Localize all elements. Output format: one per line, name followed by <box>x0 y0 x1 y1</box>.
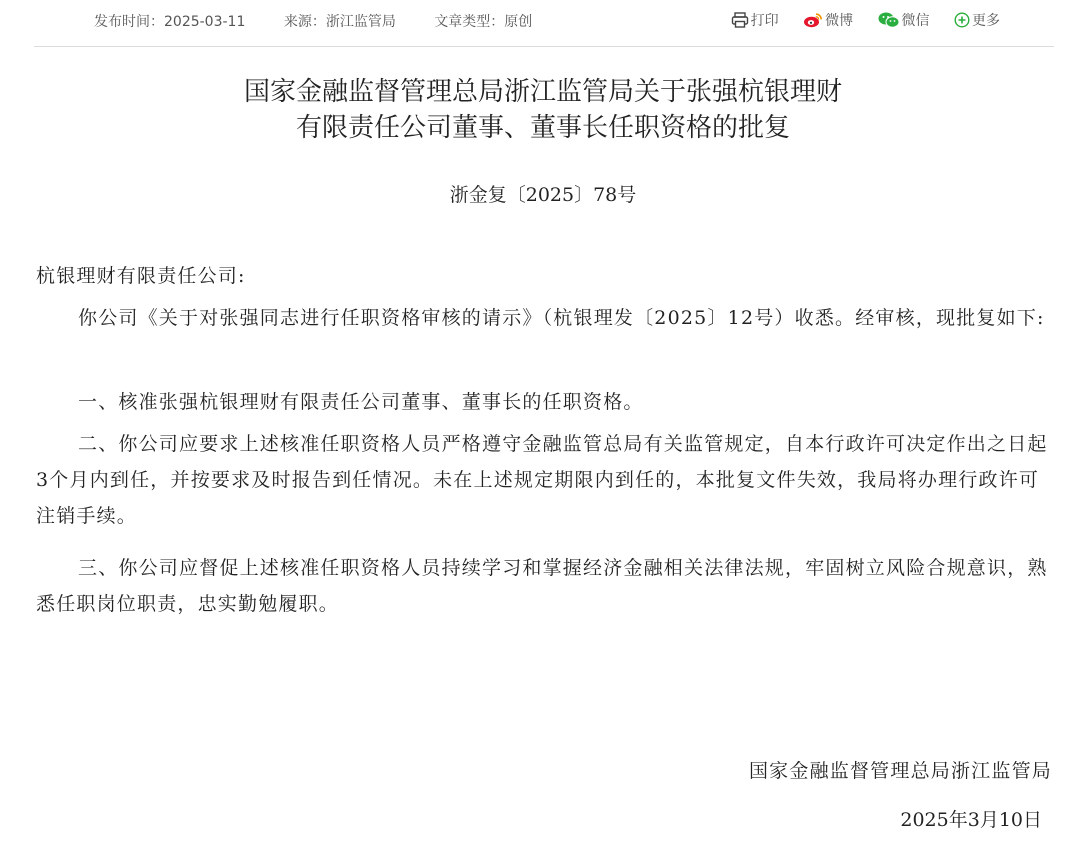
wechat-label: 微信 <box>901 13 930 29</box>
paragraph-item-3: 三、你公司应督促上述核准任职资格人员持续学习和掌握经济金融相关法律法规，牢固树立风险合规意识，熟悉任职岗位职责，忠实勤勉履职。 <box>36 557 1048 615</box>
article-meta-bar <box>34 0 1054 47</box>
article-type <box>434 11 532 31</box>
title-line-1: 国家金融监督管理总局浙江监管局关于张强杭银理财 <box>243 77 842 107</box>
issue-date: 2025年3月10日 <box>900 809 1042 831</box>
article-type-label: 文章类型： <box>434 14 505 30</box>
share-toolbar <box>731 10 1000 32</box>
plus-circle-icon <box>954 12 970 28</box>
source <box>284 11 396 31</box>
source-value: 浙江监管局 <box>325 14 396 30</box>
more-label: 更多 <box>972 13 1000 29</box>
weibo-share-button[interactable] <box>803 10 853 30</box>
publish-time-label: 发布时间： <box>94 14 164 30</box>
article-meta <box>94 11 532 31</box>
wechat-share-button[interactable] <box>878 10 930 30</box>
print-button[interactable] <box>731 10 779 30</box>
salutation: 杭银理财有限责任公司: <box>36 265 246 287</box>
paragraph-item-2: 二、你公司应要求上述核准任职资格人员严格遵守金融监管总局有关监管规定，自本行政许可决定作出之日起3个月内到任，并按要求及时报告到任情况。未在上述规定期限内到任的，本批复文件失效，我局将办理行政许可注销手续。 <box>36 433 1048 527</box>
issuing-authority: 国家金融监督管理总局浙江监管局 <box>748 760 1052 782</box>
printer-icon <box>731 12 749 28</box>
print-label: 打印 <box>750 13 779 29</box>
source-label: 来源： <box>283 14 326 30</box>
weibo-label: 微博 <box>825 13 854 29</box>
publish-time <box>94 11 245 31</box>
document-number: 浙金复〔2025〕78号 <box>449 184 637 206</box>
more-share-button[interactable] <box>954 10 1000 30</box>
weibo-icon <box>803 12 823 28</box>
publish-time-value: 2025-03-11 <box>164 14 246 30</box>
paragraph-item-1: 一、核准张强杭银理财有限责任公司董事、董事长的任职资格。 <box>78 391 644 413</box>
wechat-icon <box>878 12 900 28</box>
article-type-value: 原创 <box>504 14 533 30</box>
title-line-2: 有限责任公司董事、董事长任职资格的批复 <box>295 113 790 143</box>
paragraph-intro: 你公司《关于对张强同志进行任职资格审核的请示》（杭银理发〔2025〕12号）收悉。经审核，现批复如下: <box>78 307 1045 329</box>
page-title <box>0 74 1086 146</box>
